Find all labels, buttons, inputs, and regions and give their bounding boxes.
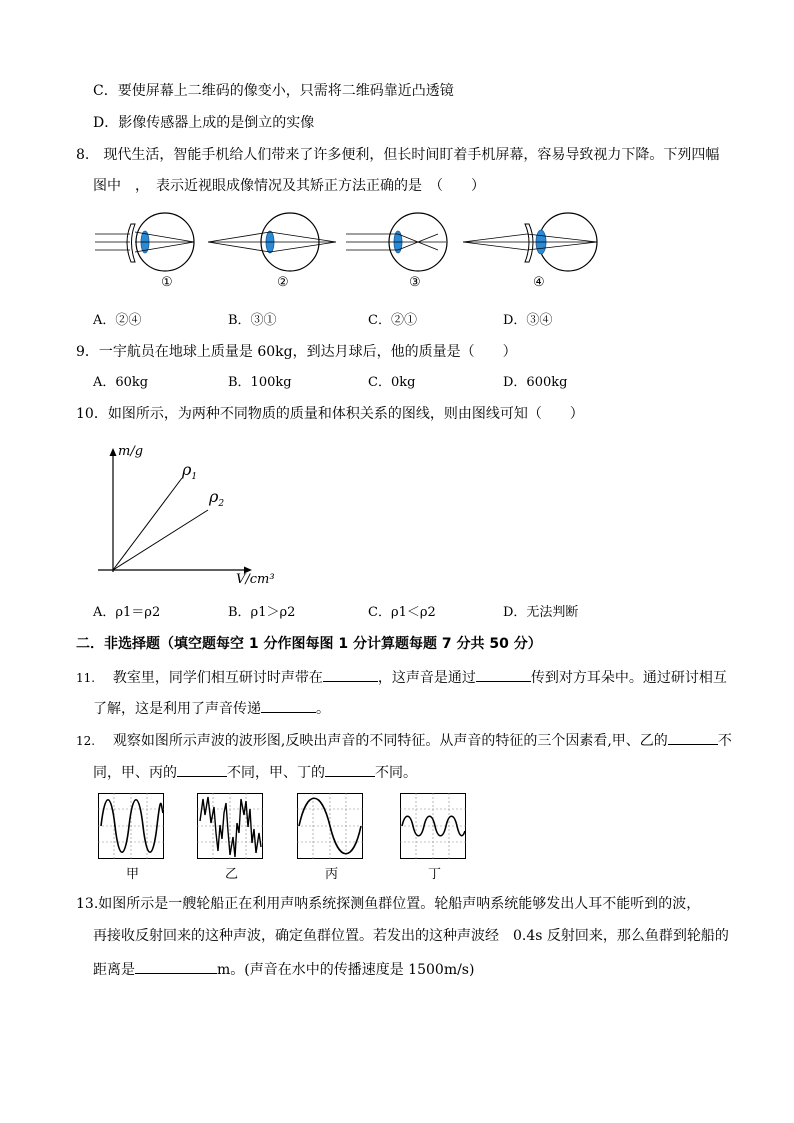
q9-option-c: C．0kg bbox=[368, 375, 416, 390]
eye-figure-1-label: ① bbox=[161, 275, 173, 290]
q8-option-c: C．②① bbox=[368, 313, 417, 328]
q10-option-c: C．ρ1＜ρ2 bbox=[368, 605, 436, 620]
q9-stem: 9．一宇航员在地球上质量是 60kg，到达月球后，他的质量是（ ） bbox=[76, 344, 517, 360]
eye-figure-1 bbox=[95, 212, 205, 274]
waveform-yi-label: 乙 bbox=[225, 867, 239, 882]
q11-blank-3[interactable] bbox=[261, 698, 316, 713]
q11-number: 11. bbox=[76, 671, 96, 685]
q12-blank-3[interactable] bbox=[325, 762, 375, 777]
q8-option-a: A．②④ bbox=[93, 313, 142, 328]
q12-blank-2[interactable] bbox=[177, 762, 227, 777]
waveform-bing bbox=[297, 793, 363, 859]
line-rho2-label: $\rho_2$ bbox=[209, 487, 225, 510]
q7-option-c: C．要使屏幕上二维码的像变小，只需将二维码靠近凸透镜 bbox=[93, 83, 454, 99]
q8-stem-line2: 图中 ， 表示近视眼成像情况及其矫正方法正确的是 （ ） bbox=[93, 178, 485, 194]
q8-option-b: B．③① bbox=[228, 313, 277, 328]
eye-figure-3-label: ③ bbox=[409, 275, 421, 290]
eye-figure-2-label: ② bbox=[277, 275, 289, 290]
waveform-jia bbox=[98, 793, 164, 859]
waveform-ding-label: 丁 bbox=[428, 867, 442, 882]
eye-figure-2 bbox=[208, 212, 338, 274]
q9-option-b: B．100kg bbox=[228, 375, 292, 390]
q9-option-d: D．600kg bbox=[503, 375, 568, 390]
eye-figure-4-label: ④ bbox=[533, 275, 545, 290]
section-2-title: 二．非选择题（填空题每空 1 分作图每图 1 分计算题每题 7 分共 50 分） bbox=[76, 636, 542, 652]
q12-line2: 同，甲、丙的 不同，甲、丁的 不同。 bbox=[93, 762, 417, 782]
q9-option-a: A．60kg bbox=[93, 375, 149, 390]
q8-stem-line1: 8. 现代生活，智能手机给人们带来了许多便利，但长时间盯着手机屏幕，容易导致视力下降。下列四幅 bbox=[76, 147, 720, 163]
q10-stem: 10．如图所示，为两种不同物质的质量和体积关系的图线，则由图线可知（ ） bbox=[76, 406, 584, 422]
q11-line1: 11. 教室里，同学们相互研讨时声带在 ，这声音是通过 传到对方耳朵中。通过研讨相互 bbox=[76, 667, 727, 687]
q12-line1: 12. 观察如图所示声波的波形图,反映出声音的不同特征。从声音的特征的三个因素看,甲、乙的 不 bbox=[76, 730, 732, 750]
q11-line2: 了解，这是利用了声音传递 。 bbox=[93, 698, 330, 718]
waveform-ding bbox=[400, 793, 466, 859]
q10-option-b: B．ρ1＞ρ2 bbox=[228, 605, 296, 620]
waveform-bing-label: 丙 bbox=[325, 867, 339, 882]
q8-option-d: D．③④ bbox=[503, 313, 553, 328]
q13-line2: 再接收反射回来的这种声波，确定鱼群位置。若发出的这种声波经 0.4s 反射回来，那么鱼群到轮船的 bbox=[93, 928, 729, 944]
q12-blank-1[interactable] bbox=[668, 730, 718, 745]
q13-line3: 距离是 m。(声音在水中的传播速度是 1500m/s) bbox=[93, 959, 474, 979]
q11-blank-2[interactable] bbox=[476, 667, 531, 682]
q11-blank-1[interactable] bbox=[323, 667, 378, 682]
line-rho1-label: $\rho_1$ bbox=[182, 460, 198, 483]
graph-y-axis-label: m/g bbox=[118, 444, 144, 459]
q10-option-d: D．无法判断 bbox=[503, 605, 579, 620]
waveform-jia-label: 甲 bbox=[126, 867, 140, 882]
q10-option-a: A．ρ1＝ρ2 bbox=[93, 605, 161, 620]
eye-figure-4 bbox=[463, 212, 608, 274]
mass-volume-graph bbox=[96, 448, 256, 583]
waveform-yi bbox=[197, 793, 263, 859]
q12-number: 12. bbox=[76, 734, 96, 748]
q13-blank-1[interactable] bbox=[135, 959, 217, 974]
q13-line1: 13.如图所示是一艘轮船正在利用声呐系统探测鱼群位置。轮船声呐系统能够发出人耳不能听到的波， bbox=[76, 896, 701, 912]
q7-option-d: D．影像传感器上成的是倒立的实像 bbox=[93, 115, 315, 131]
graph-x-axis-label: V/cm³ bbox=[236, 572, 275, 587]
eye-figure-3 bbox=[346, 212, 456, 274]
